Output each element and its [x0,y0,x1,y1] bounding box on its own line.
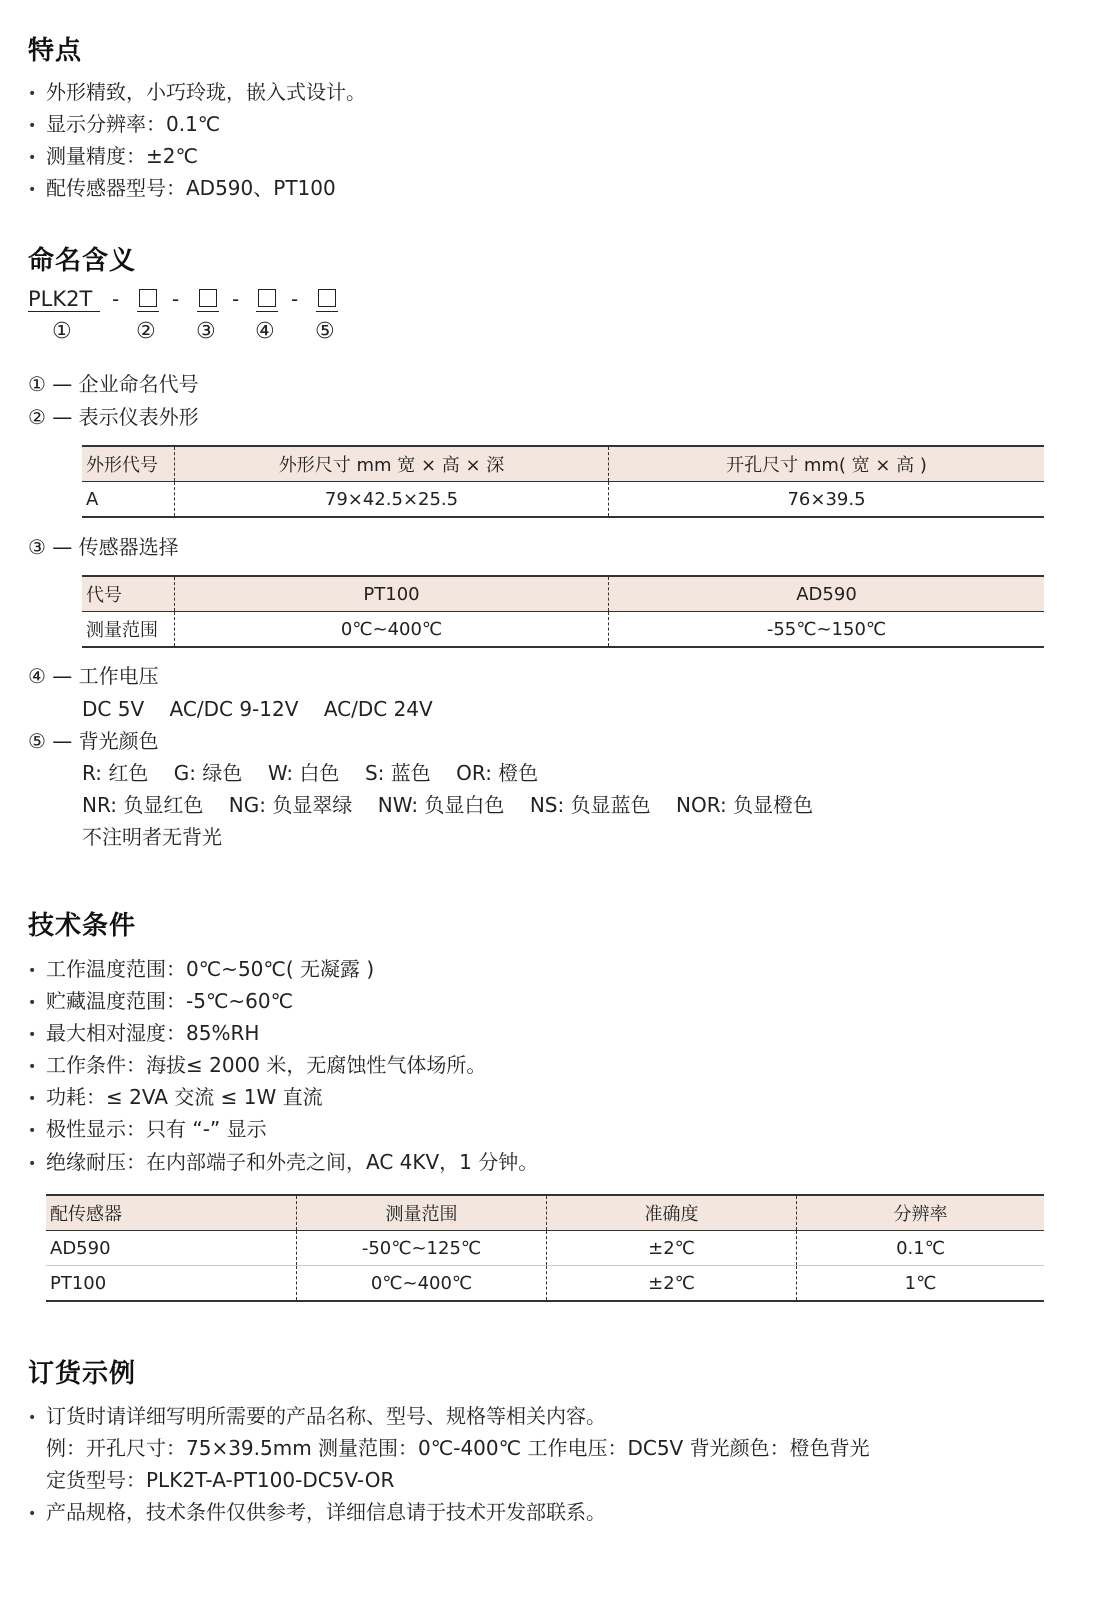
shape-table [82,445,1044,518]
table-row [46,1231,1044,1266]
table-header: AD590 [609,576,1045,612]
table-header: 开孔尺寸 mm( 宽 × 高 ) [609,446,1045,482]
table-header-row [82,576,1044,612]
naming-item-5: ⑤ — 背光颜色 [28,729,159,753]
backlight-options-2: NR: 负显红色 NG: 负显翠绿 NW: 负显白色 NS: 负显蓝色 NOR: 负显橙色 [82,793,814,817]
naming-title: 命名含义 [28,246,137,276]
naming-item-2: ② — 表示仪表外形 [28,405,199,429]
feature-item: • 测量精度：±2℃ [28,144,198,170]
features-title: 特点 [28,36,83,66]
table-cell: 76×39.5 [609,482,1045,518]
table-row [82,482,1044,518]
voltage-options: DC 5V AC/DC 9-12V AC/DC 24V [82,697,433,721]
table-header-row [46,1195,1044,1231]
order-item: • 订货时请详细写明所需要的产品名称、型号、规格等相关内容。 [28,1404,606,1430]
table-cell: ±2℃ [547,1231,797,1266]
marker-4: ④ [255,319,275,344]
table-header-row [82,446,1044,482]
marker-1: ① [52,319,72,344]
naming-item-4: ④ — 工作电压 [28,664,159,688]
table-header: 外形代号 [82,446,175,482]
table-header: PT100 [175,576,609,612]
table-cell: PT100 [46,1266,297,1302]
tech-title: 技术条件 [28,911,137,941]
table-cell: 79×42.5×25.5 [175,482,609,518]
table-header: 准确度 [547,1195,797,1231]
tech-table [46,1194,1044,1302]
dash-1: - [112,287,120,311]
table-header: 分辨率 [797,1195,1045,1231]
dash-2: - [172,287,180,311]
table-cell: 1℃ [797,1266,1045,1302]
naming-item-1: ① — 企业命名代号 [28,372,199,396]
table-cell: -50℃~125℃ [297,1231,547,1266]
table-cell: 测量范围 [82,612,175,648]
table-header: 外形尺寸 mm 宽 × 高 × 深 [175,446,609,482]
naming-item-3: ③ — 传感器选择 [28,535,179,559]
table-row [46,1266,1044,1302]
backlight-note: 不注明者无背光 [82,825,222,849]
order-model: 定货型号：PLK2T-A-PT100-DC5V-OR [46,1468,395,1492]
model-prefix: PLK2T [28,287,100,312]
order-example: 例：开孔尺寸：75×39.5mm 测量范围：0℃-400℃ 工作电压：DC5V 背光颜色：橙色背光 [46,1436,870,1460]
marker-2: ② [136,319,156,344]
tech-item: • 绝缘耐压：在内部端子和外壳之间，AC 4KV，1 分钟。 [28,1150,538,1176]
table-row [82,612,1044,648]
order-item: • 产品规格，技术条件仅供参考，详细信息请于技术开发部联系。 [28,1500,606,1526]
placeholder-box-3 [197,287,219,312]
marker-3: ③ [196,319,216,344]
marker-5: ⑤ [315,319,335,344]
table-header: 代号 [82,576,175,612]
tech-item: • 功耗：≤ 2VA 交流 ≤ 1W 直流 [28,1085,323,1111]
placeholder-box-2 [137,287,159,312]
tech-item: • 工作温度范围：0℃~50℃( 无凝露 ) [28,957,374,983]
order-title: 订货示例 [28,1359,137,1389]
dash-4: - [291,287,299,311]
table-cell: 0℃~400℃ [297,1266,547,1302]
table-cell: A [82,482,175,518]
placeholder-box-5 [316,287,338,312]
feature-item: • 外形精致，小巧玲珑，嵌入式设计。 [28,80,366,106]
table-header: 测量范围 [297,1195,547,1231]
table-cell: -55℃~150℃ [609,612,1045,648]
sensor-table [82,575,1044,648]
tech-item: • 最大相对湿度：85%RH [28,1021,259,1047]
placeholder-box-4 [256,287,278,312]
table-header: 配传感器 [46,1195,297,1231]
backlight-options-1: R: 红色 G: 绿色 W: 白色 S: 蓝色 OR: 橙色 [82,761,539,785]
table-cell: 0℃~400℃ [175,612,609,648]
table-cell: ±2℃ [547,1266,797,1302]
dash-3: - [232,287,240,311]
feature-item: • 显示分辨率：0.1℃ [28,112,220,138]
tech-item: • 工作条件：海拔≤ 2000 米，无腐蚀性气体场所。 [28,1053,486,1079]
tech-item: • 极性显示：只有 “-” 显示 [28,1117,267,1143]
feature-item: • 配传感器型号：AD590、PT100 [28,176,336,202]
table-cell: AD590 [46,1231,297,1266]
table-cell: 0.1℃ [797,1231,1045,1266]
tech-item: • 贮藏温度范围：-5℃~60℃ [28,989,293,1015]
